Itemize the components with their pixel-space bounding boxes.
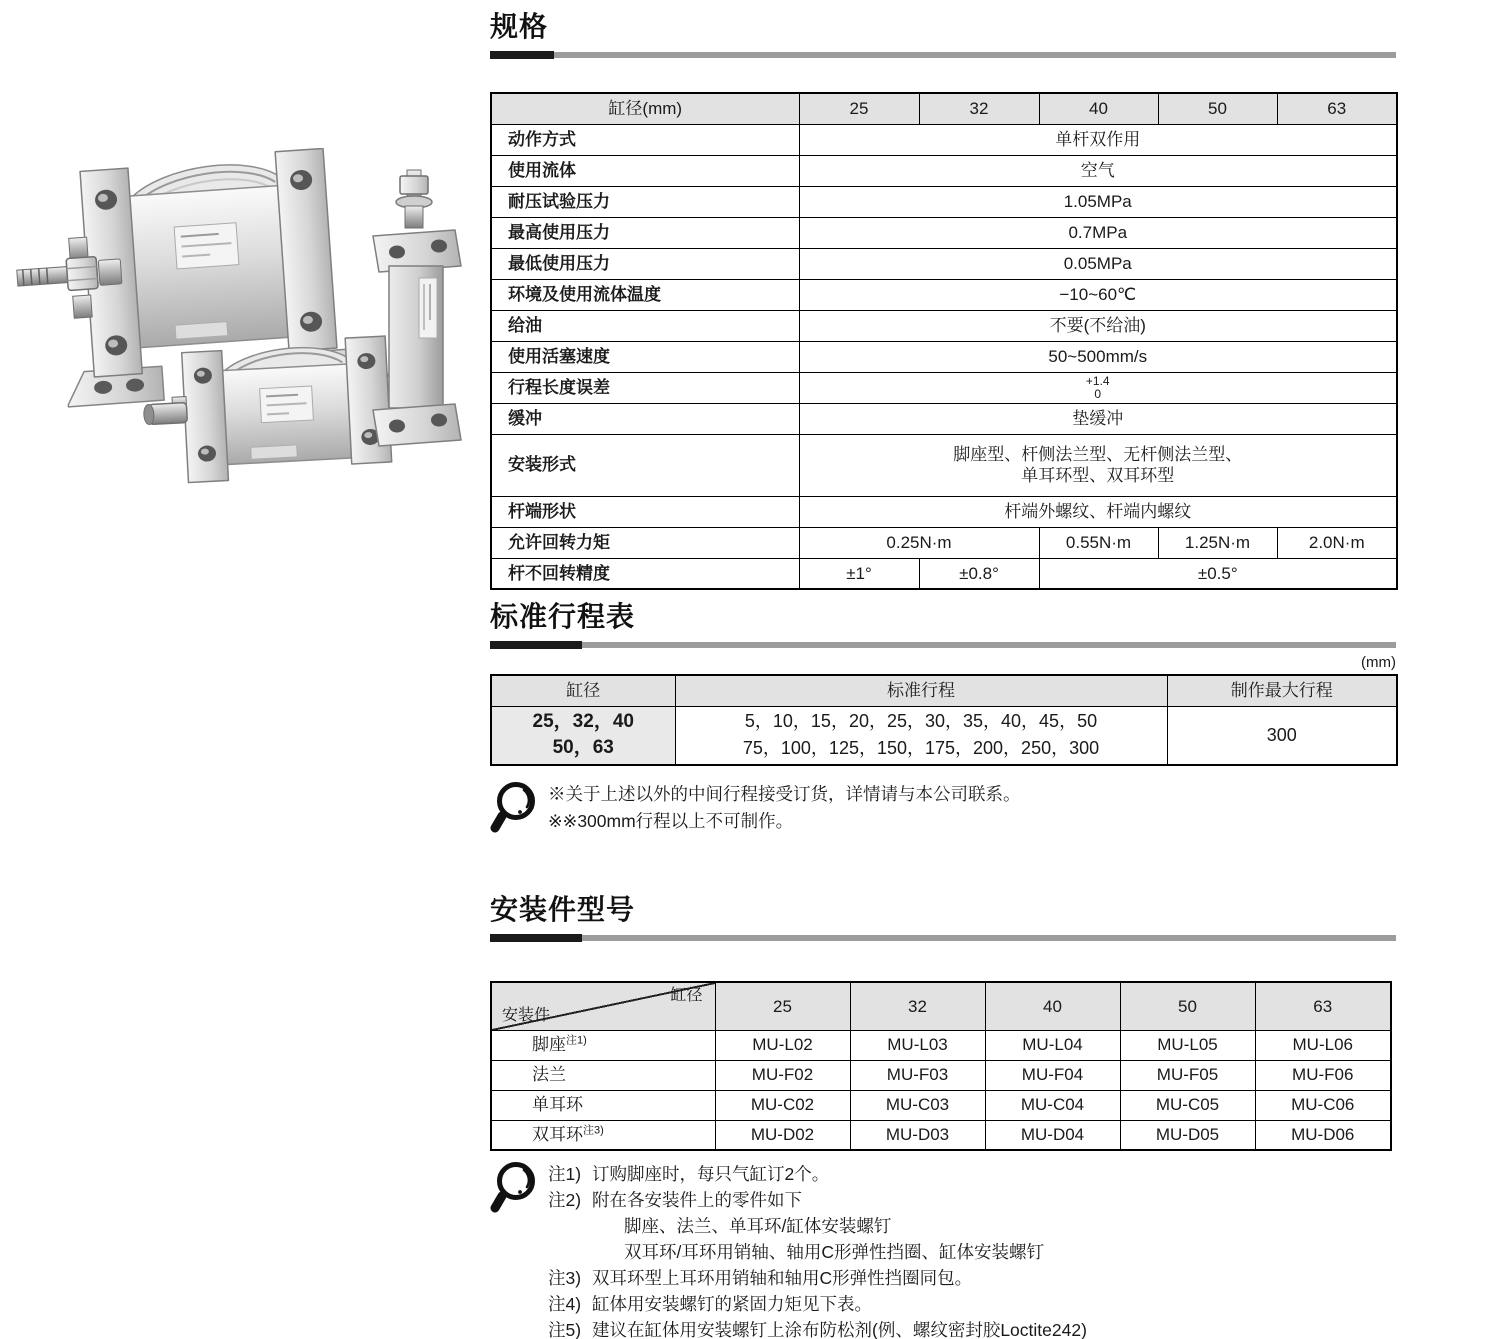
mounting-part-cell: MU-L02	[715, 1030, 850, 1060]
mounting-part-cell: MU-C03	[850, 1090, 985, 1120]
note-text: 订购脚座时，每只气缸订2个。	[592, 1164, 830, 1184]
mounting-table	[490, 981, 1392, 1151]
mounting-part-cell: MU-F03	[850, 1060, 985, 1090]
stroke-section-title: 标准行程表	[490, 601, 636, 632]
mounting-header-63: 63	[1255, 982, 1391, 1030]
mounting-part-cell: MU-F05	[1120, 1060, 1255, 1090]
spec-row-label: 缓冲	[491, 403, 799, 434]
mounting-row-label	[491, 1090, 715, 1120]
note-tag: 注4)	[548, 1294, 582, 1314]
stroke-values-line1: 5，10，15，20，25，30，35，40，45，50	[744, 711, 1098, 732]
mounting-title-underline	[490, 935, 1396, 941]
bracket-name: 脚座	[532, 1035, 566, 1055]
stroke-values-cell	[675, 706, 1167, 765]
mounting-header-25: 25	[715, 982, 850, 1030]
note-tag: 注1)	[548, 1164, 582, 1184]
spec-header-63: 63	[1277, 93, 1397, 124]
spec-header-bore: 缸径(mm)	[491, 93, 799, 124]
bracket-name: 单耳环	[532, 1095, 583, 1115]
note-line	[548, 1265, 1087, 1291]
underline-accent	[490, 934, 582, 942]
spec-value-cell: 0.05MPa	[799, 248, 1397, 279]
spec-nonrot-32: ±0.8°	[919, 558, 1039, 589]
pneumatic-cylinders-illustration	[15, 148, 480, 523]
spec-value-cell: 垫缓冲	[799, 403, 1397, 434]
mounting-part-cell: MU-D03	[850, 1120, 985, 1150]
spec-value-cell: −10~60℃	[799, 279, 1397, 310]
underline-accent	[490, 641, 582, 649]
note-text: 双耳环/耳环用销轴、轴用C形弹性挡圈、缸体安装螺钉	[624, 1242, 1044, 1262]
spec-nonrot-25: ±1°	[799, 558, 919, 589]
spec-header-25: 25	[799, 93, 919, 124]
stroke-note-text	[548, 779, 1021, 835]
mounting-diagonal-header	[491, 982, 715, 1030]
spec-header-40: 40	[1039, 93, 1158, 124]
spec-value-cell: 不要(不给油)	[799, 310, 1397, 341]
spec-row-label: 允许回转力矩	[491, 527, 799, 558]
spec-value-cell: 杆端外螺纹、杆端内螺纹	[799, 496, 1397, 527]
stroke-max-cell: 300	[1167, 706, 1397, 765]
stroke-values-line2: 75，100，125，150，175，200，250，300	[742, 738, 1100, 759]
mounting-part-cell: MU-D04	[985, 1120, 1120, 1150]
spec-row-label: 最高使用压力	[491, 217, 799, 248]
mounting-part-cell: MU-D02	[715, 1120, 850, 1150]
note-text: 缸体用安装螺钉的紧固力矩见下表。	[592, 1294, 872, 1314]
mounting-part-cell: MU-L06	[1255, 1030, 1391, 1060]
mounting-style-line2: 单耳环型、双耳环型	[1021, 466, 1175, 485]
mounting-part-cell: MU-D05	[1120, 1120, 1255, 1150]
note-text: 双耳环型上耳环用销轴和轴用C形弹性挡圈同包。	[592, 1268, 973, 1288]
bracket-name: 双耳环	[532, 1125, 583, 1145]
mounting-row-label	[491, 1030, 715, 1060]
tolerance-upper: +1.4	[1085, 373, 1110, 388]
mounting-part-cell: MU-C02	[715, 1090, 850, 1120]
mounting-part-cell: MU-C04	[985, 1090, 1120, 1120]
spec-row-label: 耐压试验压力	[491, 186, 799, 217]
spec-row-label: 杆不回转精度	[491, 558, 799, 589]
spec-row-label: 安装形式	[491, 434, 799, 496]
note-superscript: 注3)	[583, 1124, 604, 1137]
stroke-note-line1: ※关于上述以外的中间行程接受订货，详情请与本公司联系。	[548, 784, 1021, 804]
stroke-header-max: 制作最大行程	[1167, 675, 1397, 706]
stroke-header-bore: 缸径	[491, 675, 675, 706]
note-line	[548, 1291, 1087, 1317]
spec-value-cell: 1.05MPa	[799, 186, 1397, 217]
diagonal-header-bracket: 安装件	[502, 1006, 551, 1024]
note-text: 建议在缸体用安装螺钉上涂布防松剂(例、螺纹密封胶Loctite242)	[592, 1320, 1087, 1339]
tolerance-lower: 0	[1094, 386, 1102, 401]
mounting-part-cell: MU-L05	[1120, 1030, 1255, 1060]
mounting-part-cell: MU-F02	[715, 1060, 850, 1090]
spec-torque-25-32: 0.25N·m	[799, 527, 1039, 558]
stroke-bore-line1: 25，32，40	[532, 711, 634, 733]
note-line	[548, 1213, 1087, 1239]
spec-row-label: 行程长度误差	[491, 372, 799, 403]
stroke-notes	[490, 779, 1396, 839]
underline-accent	[490, 51, 554, 59]
spec-value-cell: 0.7MPa	[799, 217, 1397, 248]
stroke-bore-line2: 50，63	[552, 737, 614, 759]
mounting-part-cell: MU-L03	[850, 1030, 985, 1060]
product-photo	[15, 148, 480, 523]
note-line	[548, 1161, 1087, 1187]
note-superscript: 注1)	[566, 1034, 587, 1047]
spec-torque-50: 1.25N·m	[1158, 527, 1277, 558]
spec-row-label: 使用流体	[491, 155, 799, 186]
mounting-note-list	[548, 1159, 1087, 1339]
content-column	[490, 10, 1396, 1339]
mounting-section-title: 安装件型号	[490, 894, 636, 925]
note-tag: 注2)	[548, 1190, 582, 1210]
bracket-name: 法兰	[532, 1065, 566, 1085]
note-tag: 注3)	[548, 1268, 582, 1288]
spec-header-50: 50	[1158, 93, 1277, 124]
spec-row-label: 环境及使用流体温度	[491, 279, 799, 310]
spec-row-label: 最低使用压力	[491, 248, 799, 279]
mounting-style-line1: 脚座型、杆侧法兰型、无杆侧法兰型、	[953, 444, 1243, 464]
stroke-header-standard: 标准行程	[675, 675, 1167, 706]
mounting-row-label	[491, 1120, 715, 1150]
mounting-part-cell: MU-C05	[1120, 1090, 1255, 1120]
stroke-note-line2: ※※300mm行程以上不可制作。	[548, 811, 794, 831]
spec-header-32: 32	[919, 93, 1039, 124]
mounting-part-cell: MU-F04	[985, 1060, 1120, 1090]
mounting-notes	[490, 1159, 1396, 1339]
note-text: 脚座、法兰、单耳环/缸体安装螺钉	[624, 1216, 892, 1236]
spec-value-cell: 空气	[799, 155, 1397, 186]
magnifier-icon	[490, 1159, 536, 1219]
stroke-unit-label: (mm)	[1361, 654, 1396, 671]
spec-nonrot-40-63: ±0.5°	[1039, 558, 1397, 589]
spec-section-title: 规格	[490, 11, 549, 42]
spec-row-label: 动作方式	[491, 124, 799, 155]
spec-row-label: 杆端形状	[491, 496, 799, 527]
note-text: 附在各安装件上的零件如下	[592, 1190, 802, 1210]
spec-torque-40: 0.55N·m	[1039, 527, 1158, 558]
spec-row-label: 使用活塞速度	[491, 341, 799, 372]
mounting-header-40: 40	[985, 982, 1120, 1030]
spec-torque-63: 2.0N·m	[1277, 527, 1397, 558]
mounting-row-label	[491, 1060, 715, 1090]
mounting-header-50: 50	[1120, 982, 1255, 1030]
note-line	[548, 1239, 1087, 1265]
note-tag: 注5)	[548, 1320, 582, 1339]
stroke-table	[490, 674, 1398, 766]
diagonal-header-bore: 缸径	[670, 987, 703, 1004]
stroke-title-underline	[490, 642, 1396, 648]
mounting-part-cell: MU-C06	[1255, 1090, 1391, 1120]
spec-title-underline	[490, 52, 1396, 58]
mounting-part-cell: MU-F06	[1255, 1060, 1391, 1090]
magnifier-icon	[490, 779, 536, 839]
spec-row-label: 给油	[491, 310, 799, 341]
stroke-bore-cell	[491, 706, 675, 765]
mounting-header-32: 32	[850, 982, 985, 1030]
spec-tolerance-cell	[799, 372, 1397, 403]
spec-value-cell: 50~500mm/s	[799, 341, 1397, 372]
note-line	[548, 1187, 1087, 1213]
mounting-part-cell: MU-L04	[985, 1030, 1120, 1060]
spec-value-cell: 单杆双作用	[799, 124, 1397, 155]
spec-mounting-style-cell	[799, 434, 1397, 496]
note-line	[548, 1317, 1087, 1339]
spec-table	[490, 92, 1398, 590]
mounting-part-cell: MU-D06	[1255, 1120, 1391, 1150]
